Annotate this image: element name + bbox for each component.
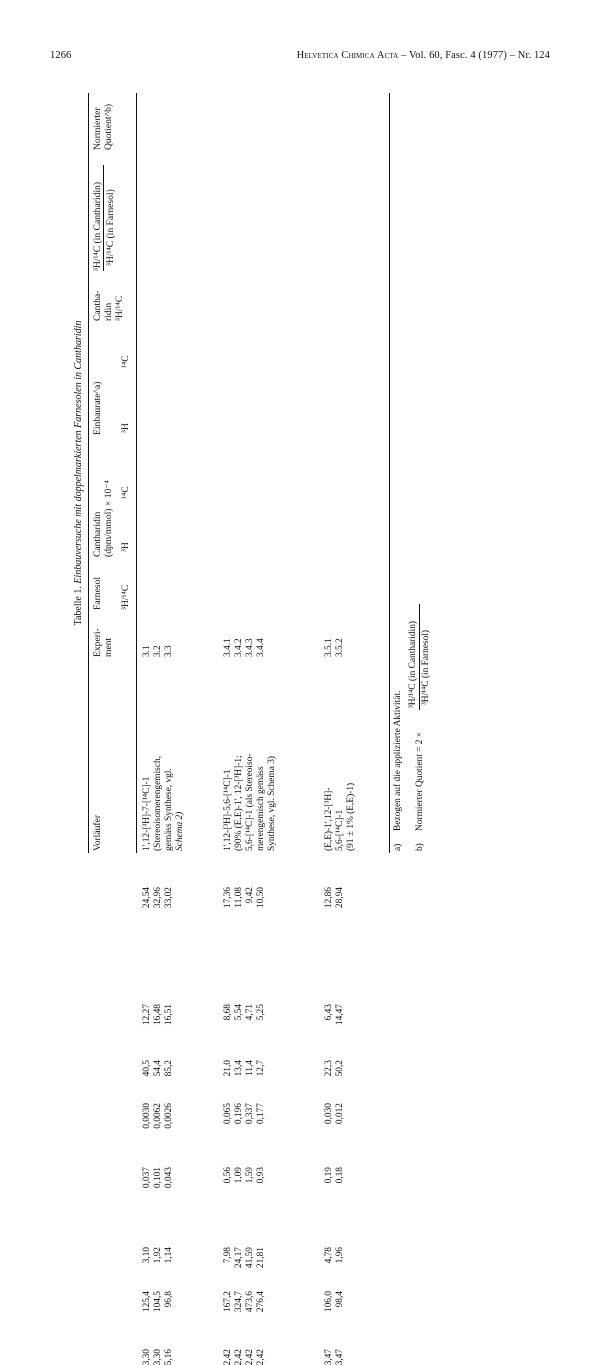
cell-ratio: 16,48 xyxy=(153,1004,163,1026)
precursor-line: 5,6-[¹⁴C]-1 xyxy=(335,809,345,851)
precursor-line: 5,6-[¹⁴C]-1 (als Stereoiso- xyxy=(245,753,255,851)
col-ratio-fraction-line xyxy=(103,165,104,271)
col-quotient-line1: Normierter xyxy=(92,107,103,150)
cell-quot: 11,08 xyxy=(234,887,244,908)
cell-ratio: 16,51 xyxy=(164,1004,174,1026)
cell-h3: 104,5 xyxy=(153,1291,163,1313)
cell-exp: 3.2 xyxy=(153,645,163,657)
col-ratio-denominator: ³H/¹⁴C (in Farnesol) xyxy=(105,189,116,266)
cell-h3: 125,4 xyxy=(142,1291,152,1313)
cell-rate-c: 0,177 xyxy=(256,1103,266,1125)
cell-rate-c: 0,030 xyxy=(324,1103,334,1125)
cell-farnesol: 5,16 xyxy=(164,1349,174,1365)
footnote-a-text: Bezogen auf die applizierte Aktivität. xyxy=(393,690,403,831)
cell-rate-c: 0,0062 xyxy=(153,1103,163,1129)
cell-ratio: 5,54 xyxy=(234,1004,244,1021)
table-1 xyxy=(73,93,453,1365)
col-einbau-3h: ³H xyxy=(120,423,131,433)
cell-farnesol: 3,47 xyxy=(335,1349,345,1365)
journal-name: Helvetica Chimica Acta xyxy=(296,50,399,61)
cell-ratio: 12,27 xyxy=(142,1004,152,1026)
cell-rate-h: 0,037 xyxy=(142,1167,152,1189)
cell-exp: 3.4.3 xyxy=(245,638,255,657)
col-cantharidin-3h: ³H xyxy=(120,542,131,552)
cell-rate-c: 0,012 xyxy=(335,1103,345,1125)
cell-rate-h: 0,56 xyxy=(223,1167,233,1184)
cell-rate-c: 0,196 xyxy=(234,1103,244,1125)
col-cantharidin: Cantharidin xyxy=(92,511,103,557)
cell-quot: 24,54 xyxy=(142,887,152,909)
cell-ratio: 5,25 xyxy=(256,1004,266,1021)
cell-rate-c: 0,065 xyxy=(223,1103,233,1125)
cell-c14: 24,17 xyxy=(234,1247,244,1269)
rotated-table-block xyxy=(73,93,453,1365)
cell-cantha: 54,4 xyxy=(153,1060,163,1077)
bottom-rule xyxy=(389,93,390,853)
cell-quot: 12,86 xyxy=(324,887,334,909)
precursor-line: (91 ± 1% (E,E)-1) xyxy=(346,782,356,851)
cell-cantha: 40,5 xyxy=(142,1060,152,1077)
col-ratio-numerator: ³H/¹⁴C (in Cantharidin) xyxy=(92,181,103,271)
cell-rate-h: 0,93 xyxy=(256,1167,266,1184)
table-caption xyxy=(73,93,84,853)
top-rule xyxy=(88,93,89,853)
cell-h3: 324,7 xyxy=(234,1291,244,1313)
cell-c14: 1,96 xyxy=(335,1247,345,1264)
volume-issue: Vol. 60, Fasc. 4 (1977) – Nr. 124 xyxy=(408,50,550,61)
precursor-line: merengemisch gemäss xyxy=(256,766,266,851)
precursor-line: (Stereoisomerengemisch, xyxy=(153,755,163,851)
cell-exp: 3.4.4 xyxy=(256,638,266,657)
cell-cantha: 85,2 xyxy=(164,1060,174,1077)
cell-rate-c: 0,0030 xyxy=(142,1103,152,1129)
cell-c14: 1,92 xyxy=(153,1247,163,1264)
precursor-line: Schema 2) xyxy=(175,811,185,851)
precursor-line: gemäss Synthese, vgl. xyxy=(164,768,174,851)
col-einbau-14c: ¹⁴C xyxy=(120,355,131,368)
cell-h3: 473,6 xyxy=(245,1291,255,1313)
cell-farnesol: 3,47 xyxy=(324,1349,334,1365)
cell-quot: 9,42 xyxy=(245,887,255,904)
col-quotient-line2: Quotient^b) xyxy=(103,103,114,150)
cell-cantha: 50,2 xyxy=(335,1060,345,1077)
cell-c14: 7,98 xyxy=(223,1247,233,1264)
header-rule xyxy=(136,93,137,853)
precursor-line: Synthese, vgl. Schema 3) xyxy=(267,755,277,851)
cell-cantha: 22,3 xyxy=(324,1060,334,1077)
cell-h3: 96,8 xyxy=(164,1291,174,1308)
cell-cantha: 12,7 xyxy=(256,1060,266,1077)
cell-c14: 1,14 xyxy=(164,1247,174,1264)
cell-farnesol: 2,42 xyxy=(223,1349,233,1365)
footnote-b-denominator: ³H/¹⁴C (in Farnesol) xyxy=(421,629,431,705)
cell-quot: 32,96 xyxy=(153,887,163,909)
cell-exp: 3.5.2 xyxy=(335,638,345,657)
running-header xyxy=(50,50,550,66)
cell-c14: 3,10 xyxy=(142,1247,152,1264)
cell-rate-c: 0,337 xyxy=(245,1103,255,1125)
cell-rate-h: 0,043 xyxy=(164,1167,174,1189)
precursor-line: (90% (E,E)-1', 12-[³H]-1; xyxy=(234,755,244,851)
precursor-line: 1',12-[³H]-7-[¹⁴C]-1 xyxy=(142,776,152,851)
cell-exp: 3.4.2 xyxy=(234,638,244,657)
cell-farnesol: 2,42 xyxy=(234,1349,244,1365)
cell-ratio: 4,71 xyxy=(245,1004,255,1021)
col-einbaurate: Einbaurate^a) xyxy=(92,381,103,435)
cell-ratio: 6,43 xyxy=(324,1004,334,1021)
col-experiment-line1: Experi- xyxy=(92,628,103,657)
col-farnesol: Farnesol xyxy=(92,576,103,610)
cell-ratio: 14,47 xyxy=(335,1004,345,1026)
cell-c14: 41,59 xyxy=(245,1247,255,1269)
page-number: 1266 xyxy=(50,50,72,61)
cell-h3: 106,0 xyxy=(324,1291,334,1313)
footnote-b-mark: b) xyxy=(415,843,425,851)
col-cantharidin-ratio-line3: ³H/¹⁴C xyxy=(114,295,125,321)
cell-farnesol: 2,42 xyxy=(245,1349,255,1365)
col-cantharidin-14c: ¹⁴C xyxy=(120,486,131,499)
cell-quot: 28,94 xyxy=(335,887,345,909)
col-cantharidin-ratio-line2: ridin xyxy=(103,302,114,321)
cell-exp: 3.1 xyxy=(142,645,152,657)
precursor-line: 1',12-[³H]-5,6-[¹⁴C]-1 xyxy=(223,769,233,851)
cell-rate-h: 0,19 xyxy=(324,1167,334,1184)
cell-ratio: 8,68 xyxy=(223,1004,233,1021)
cell-cantha: 11,4 xyxy=(245,1060,255,1077)
cell-rate-h: 0,101 xyxy=(153,1167,163,1189)
cell-h3: 167,2 xyxy=(223,1291,233,1313)
cell-rate-h: 1,59 xyxy=(245,1167,255,1184)
cell-exp: 3.5.1 xyxy=(324,638,334,657)
footnote-b-prefix: Normierter Quotient = 2 × xyxy=(415,731,425,831)
cell-rate-c: 0,0026 xyxy=(164,1103,174,1129)
col-farnesol-ratio: ³H/¹⁴C xyxy=(120,584,131,610)
cell-quot: 17,36 xyxy=(223,887,233,909)
cell-rate-h: 1,09 xyxy=(234,1167,244,1184)
footnote-a-mark: a) xyxy=(393,843,403,851)
cell-farnesol: 2,42 xyxy=(256,1349,266,1365)
col-experiment-line2: ment xyxy=(103,637,114,657)
cell-h3: 98,4 xyxy=(335,1291,345,1308)
cell-farnesol: 3,30 xyxy=(153,1349,163,1365)
cell-quot: 10,50 xyxy=(256,887,266,909)
cell-h3: 276,4 xyxy=(256,1291,266,1313)
cell-c14: 4,78 xyxy=(324,1247,334,1264)
precursor-line: (E,E)-1',12-[³H]- xyxy=(324,787,334,851)
caption-text: Einbauversuche mit doppelmarkierten Farnesolen in Cantharidin xyxy=(73,320,84,584)
cell-exp: 3.4.1 xyxy=(223,638,233,657)
footnote-b-numerator: ³H/¹⁴C (in Cantharidin) xyxy=(408,620,418,708)
cell-quot: 33,02 xyxy=(164,887,174,909)
cell-exp: 3.3 xyxy=(164,645,174,657)
cell-farnesol: 3,30 xyxy=(142,1349,152,1365)
cell-rate-h: 0,18 xyxy=(335,1167,345,1184)
col-vorlaeufer: Vorläufer xyxy=(92,814,103,851)
col-cantharidin-ratio-line1: Cantha- xyxy=(92,290,103,321)
cell-cantha: 13,4 xyxy=(234,1060,244,1077)
journal-running-head: Helvetica Chimica Acta – Vol. 60, Fasc. 4 (1977) – Nr. 124 xyxy=(296,50,550,61)
cell-c14: 21,81 xyxy=(256,1247,266,1269)
footnote-b-fraction-line xyxy=(419,604,420,710)
cell-cantha: 21,0 xyxy=(223,1060,233,1077)
col-cantharidin-unit: (dpm/mmol) × 10⁻⁴ xyxy=(103,480,114,557)
caption-label: Tabelle 1. xyxy=(73,586,84,626)
